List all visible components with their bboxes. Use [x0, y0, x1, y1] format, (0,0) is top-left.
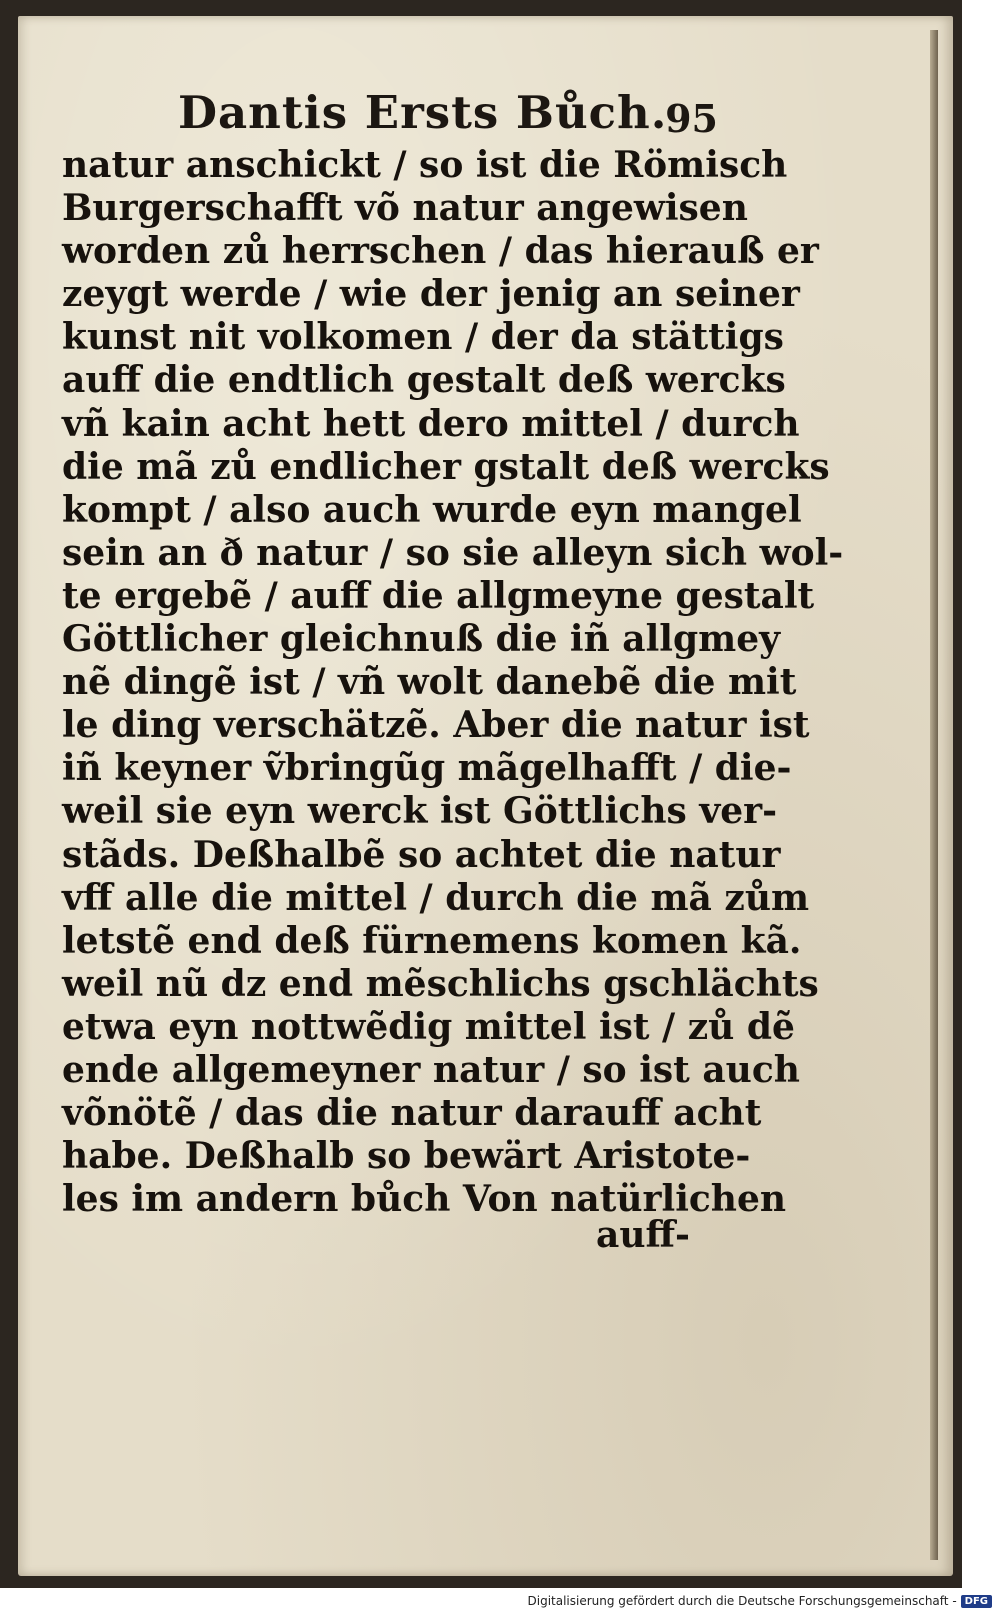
text-line: weil sie eyn werck ist Göttlichs ver-	[62, 790, 778, 833]
body-text	[62, 144, 844, 1221]
catchword: auff-	[596, 1214, 690, 1256]
text-line: auff die endtlich gestalt deß wercks	[62, 359, 786, 402]
page-header	[178, 86, 718, 140]
running-title: Dantis Ersts Bůch.	[178, 86, 668, 139]
text-line: Göttlicher gleichnuß die iñ allgmey	[62, 618, 781, 661]
text-line: die mã zů endlicher gstalt deß wercks	[62, 445, 830, 488]
text-line: vñ kain acht hett dero mittel / durch	[62, 402, 800, 445]
page-number: 95	[665, 96, 718, 141]
page-edge-shadow	[930, 30, 938, 1560]
text-line: etwa eyn nottwẽdig mittel ist / zů dẽ	[62, 1005, 795, 1048]
text-line: sein an ð natur / so sie alleyn sich wol-	[62, 531, 844, 574]
text-line: natur anschickt / so ist die Römisch	[62, 144, 788, 186]
text-line: le ding verschätzẽ. Aber die natur ist	[62, 704, 810, 747]
text-line: võnötẽ / das die natur darauff acht	[62, 1092, 762, 1135]
footer-credit-text: Digitalisierung gefördert durch die Deutsche Forschungsgemeinschaft -	[527, 1594, 957, 1608]
text-line: letstẽ end deß fürnemens komen kã.	[62, 919, 802, 962]
text-line: habe. Deßhalb so bewärt Aristote-	[62, 1135, 751, 1178]
text-line: worden zů herrschen / das hierauß er	[62, 230, 819, 273]
text-line: les im andern bůch Von natürlichen	[62, 1178, 787, 1221]
text-line: nẽ dingẽ ist / vñ wolt danebẽ die mit	[62, 661, 797, 704]
text-line: weil nũ dz end mẽschlichs gschlächts	[62, 962, 819, 1005]
dfg-logo-icon: DFG	[961, 1595, 992, 1608]
text-line: kompt / also auch wurde eyn mangel	[62, 488, 802, 531]
text-line: zeygt werde / wie der jenig an seiner	[62, 273, 800, 316]
text-line: iñ keyner ṽbringũg mãgelhafft / die-	[62, 747, 792, 790]
text-line: Burgerschafft võ natur angewisen	[62, 187, 748, 230]
text-line: te ergebẽ / auff die allgmeyne gestalt	[62, 574, 815, 617]
footer-credit	[528, 1594, 993, 1608]
text-line: stãds. Deßhalbẽ so achtet die natur	[62, 833, 781, 876]
text-line: kunst nit volkomen / der da stättigs	[62, 316, 784, 359]
text-line: ende allgemeyner natur / so ist auch	[62, 1048, 800, 1091]
text-line: vff alle die mittel / durch die mã zům	[62, 876, 810, 919]
